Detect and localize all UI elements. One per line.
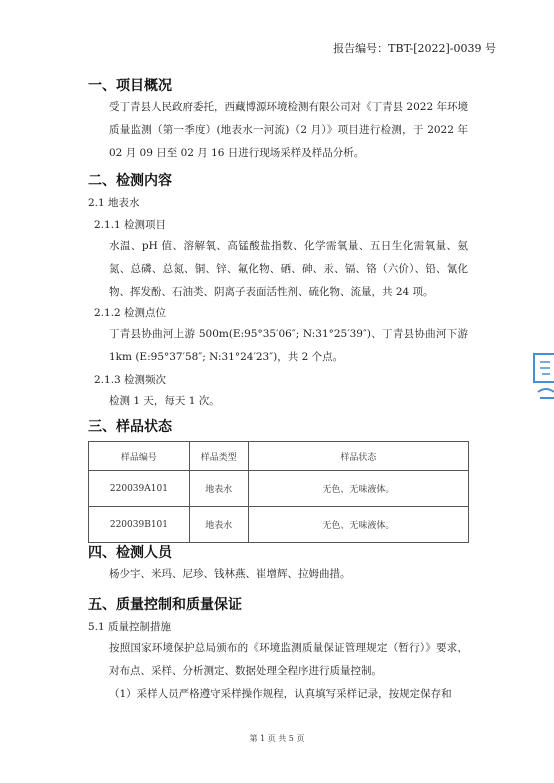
subsection-2-1-2: 2.1.2 检测点位 — [94, 307, 167, 319]
header-sample-id: 样品编号 — [89, 442, 190, 471]
section-1-paragraph — [88, 96, 468, 165]
table-header-row — [89, 442, 469, 471]
subsection-5-1: 5.1 质量控制措施 — [88, 621, 172, 633]
cell-sample-id: 220039B101 — [89, 507, 190, 543]
cell-sample-type: 地表水 — [189, 471, 248, 507]
qc-paragraph-1 — [88, 637, 468, 683]
test-frequency-paragraph — [88, 390, 468, 413]
header-sample-status: 样品状态 — [248, 442, 468, 471]
sample-status-table — [88, 441, 469, 543]
page-footer: 第 1 页 共 5 页 — [249, 734, 305, 743]
section-5-title: 五、质量控制和质量保证 — [88, 597, 242, 613]
section-3-title: 三、样品状态 — [88, 419, 172, 435]
test-items-text: 水温、pH 值、溶解氧、高锰酸盐指数、化学需氧量、五日生化需氧量、氨氮、总磷、总氮、铜、锌、氟化物、硒、砷、汞、镉、铬（六价）、铅、氰化物、挥发酚、石油类、阴离子表面活性剂、硫化物、流量，共 24 项。 — [109, 240, 468, 298]
section-2-title: 二、检测内容 — [88, 173, 172, 189]
test-frequency-text: 检测 1 天，每天 1 次。 — [109, 395, 220, 407]
table-row — [89, 471, 469, 507]
cell-sample-status: 无色、无味液体。 — [248, 507, 468, 543]
cell-sample-id: 220039A101 — [89, 471, 190, 507]
personnel-text: 杨少宇、米玛、尼珍、钱林燕、崔增辉、拉姆曲措。 — [109, 568, 351, 580]
qc-text-2: （1）采样人员严格遵守采样操作规程，认真填写采样记录，按规定保存和 — [109, 688, 452, 700]
header-sample-type: 样品类型 — [189, 442, 248, 471]
test-points-text: 丁青县协曲河上游 500m(E:95°35′06″; N:31°25′39″)、丁青县协曲河下游 1km (E:95°37′58″; N:31°24′23″)，共 2 个点。 — [109, 328, 468, 363]
cell-sample-status: 无色、无味液体。 — [248, 471, 468, 507]
report-number: 报告编号：TBT-[2022]-0039 号 — [333, 42, 496, 55]
qc-paragraph-2 — [88, 683, 468, 706]
subsection-2-1-3: 2.1.3 检测频次 — [94, 374, 167, 386]
cell-sample-type: 地表水 — [189, 507, 248, 543]
personnel-paragraph — [88, 563, 468, 586]
qc-text-1: 按照国家环境保护总局颁布的《环境监测质量保证管理规定（暂行）》要求，对布点、采样、分析测定、数据处理全程序进行质量控制。 — [109, 642, 468, 677]
section-1-title: 一、项目概况 — [88, 78, 172, 94]
test-points-paragraph — [88, 323, 468, 369]
table-row — [89, 507, 469, 543]
subsection-2-1-1: 2.1.1 检测项目 — [94, 219, 167, 231]
subsection-2-1: 2.1 地表水 — [88, 197, 140, 209]
section-4-title: 四、检测人员 — [88, 545, 172, 561]
section-1-text: 受丁青县人民政府委托，西藏博源环境检测有限公司对《丁青县 2022 年环境质量监测（第一季度）(地表水一河流)（2 月）》项目进行检测，于 2022 年 02 月 09 日至 02 月 16 日进行现场采样及样品分析。 — [109, 101, 468, 159]
test-items-paragraph — [88, 235, 468, 304]
stamp-edge-icon — [530, 352, 554, 404]
